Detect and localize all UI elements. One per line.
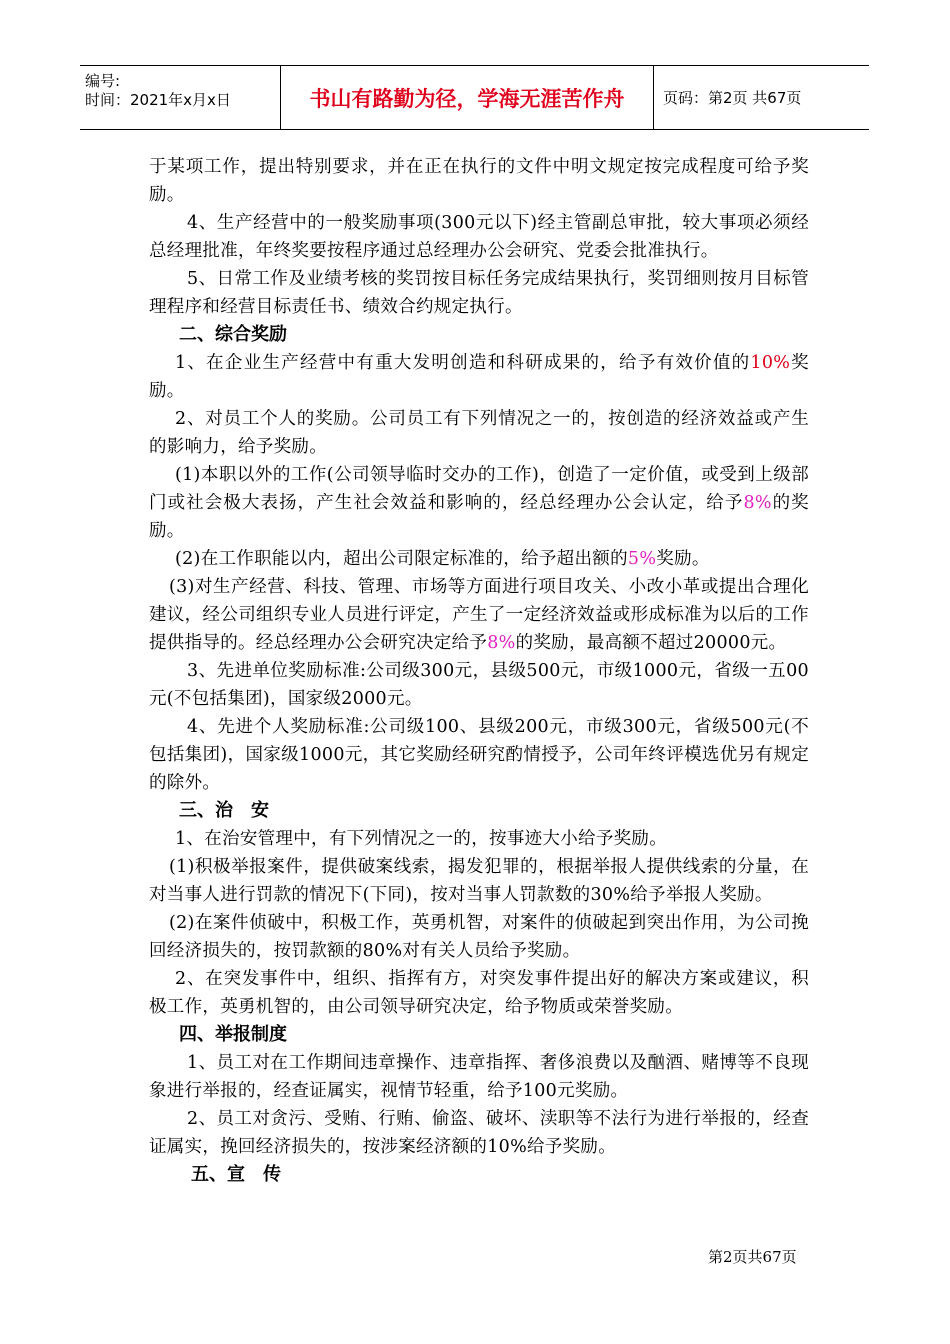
paragraph: 5、日常工作及业绩考核的奖罚按目标任务完成结果执行，奖罚细则按月目标管理程序和经营目标责任书、绩效合约规定执行。 [149,269,809,317]
paragraph: (2)在工作职能以内，超出公司限定标准的，给予超出额的5%奖励。 [175,549,710,569]
percent-highlight: 5% [627,549,657,569]
percent-highlight: 8% [487,633,516,653]
paragraph: 3、先进单位奖励标准:公司级300元，县级500元，市级1000元，省级一五00元(不包括集团)，国家级2000元。 [149,661,809,709]
header-meta [80,66,281,129]
paragraph: 4、生产经营中的一般奖励事项(300元以下)经主管副总审批，较大事项必须经总经理批准，年终奖要按程序通过总经理办公会研究、党委会批准执行。 [149,213,809,261]
paragraph: 1、在企业生产经营中有重大发明创造和科研成果的，给予有效价值的10%奖励。 [149,353,809,401]
paragraph: 1、员工对在工作期间违章操作、违章指挥、奢侈浪费以及酗酒、赌博等不良现象进行举报的，经查证属实，视情节轻重，给予100元奖励。 [149,1053,809,1101]
percent-highlight: 10% [750,353,791,373]
paragraph: 4、先进个人奖励标准:公司级100、县级200元，市级300元，省级500元(不包括集团)，国家级1000元，其它奖励经研究酌情授予，公司年终评模选优另有规定的除外。 [149,717,809,793]
section-heading: 五、宣 传 [191,1164,281,1185]
page-header [80,65,869,130]
paragraph: 2、员工对贪污、受贿、行贿、偷盗、破坏、渎职等不法行为进行举报的，经查证属实，挽回经济损失的，按涉案经济额的10%给予奖励。 [149,1109,809,1157]
section-heading: 二、综合奖励 [179,324,287,345]
paragraph: (2)在案件侦破中，积极工作，英勇机智，对案件的侦破起到突出作用，为公司挽回经济损失的，按罚款额的80%对有关人员给予奖励。 [149,913,809,961]
section-heading: 四、举报制度 [179,1024,287,1045]
percent-highlight: 8% [743,493,772,513]
paragraph: 2、在突发事件中，组织、指挥有方，对突发事件提出好的解决方案或建议，积极工作，英勇机智的，由公司领导研究决定，给予物质或荣誉奖励。 [149,969,809,1017]
paragraph: (1)积极举报案件，提供破案线索，揭发犯罪的，根据举报人提供线索的分量，在对当事人进行罚款的情况下(下同)，按对当事人罚款数的30%给予举报人奖励。 [149,857,809,905]
header-number: 编号: [85,72,121,90]
paragraph: 1、在治安管理中，有下列情况之一的，按事迹大小给予奖励。 [175,829,668,849]
header-motto: 书山有路勤为径，学海无涯苦作舟 [281,66,654,129]
paragraph: 于某项工作，提出特别要求，并在正在执行的文件中明文规定按完成程度可给予奖励。 [149,157,809,205]
page-footer: 第2页共67页 [708,1248,797,1266]
header-page-info: 页码：第2页 共67页 [663,89,802,107]
document-body [149,153,809,1189]
section-heading: 三、治 安 [179,800,269,821]
header-time: 时间：2021年x月x日 [85,91,231,109]
paragraph: (1)本职以外的工作(公司领导临时交办的工作)，创造了一定价值，或受到上级部门或社会极大表扬，产生社会效益和影响的，经总经理办公会认定，给予8%的奖励。 [149,465,809,541]
paragraph: (3)对生产经营、科技、管理、市场等方面进行项目攻关、小改小革或提出合理化建议，经公司组织专业人员进行评定，产生了一定经济效益或形成标准为以后的工作提供指导的。经总经理办公会研究决定给予8%的奖励，最高额不超过20000元。 [149,577,809,653]
paragraph: 2、对员工个人的奖励。公司员工有下列情况之一的，按创造的经济效益或产生的影响力，给予奖励。 [149,409,809,457]
